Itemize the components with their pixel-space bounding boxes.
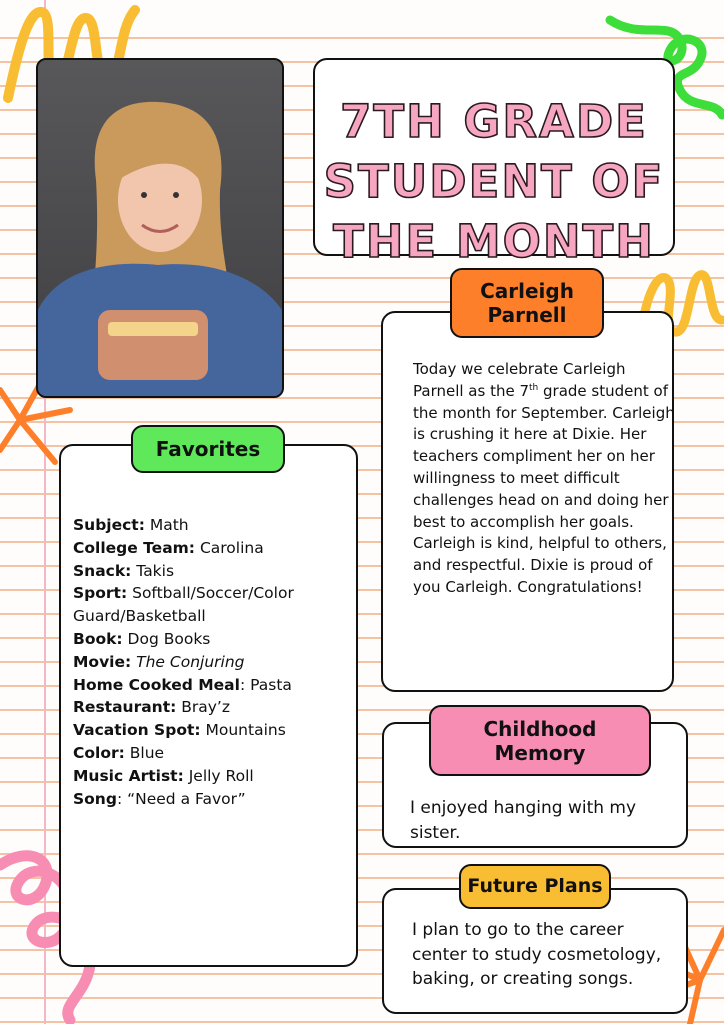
childhood-memory-heading (429, 705, 651, 776)
title-line-2: STUDENT OF (323, 155, 665, 208)
student-portrait-icon (38, 60, 282, 396)
title-line-1: 7TH GRADE (340, 95, 648, 148)
bio-card (381, 311, 674, 692)
childhood-memory-text: I enjoyed hanging with my sister. (410, 798, 637, 843)
title-card (313, 58, 675, 268)
bio-text (413, 359, 675, 599)
bio-superscript: th (529, 382, 539, 393)
student-first-name: Carleigh (480, 279, 574, 303)
childhood-heading-line-2: Memory (494, 740, 586, 765)
favorites-list (73, 514, 348, 810)
favorites-heading: Favorites (131, 425, 285, 473)
favorite-item-subject: Subject: Math (73, 516, 189, 534)
favorite-item-home-cooked-meal: Home Cooked Meal: Pasta (73, 675, 292, 694)
bio-text-part-1: Today we celebrate Carleigh Parnell as the 7 (413, 360, 626, 400)
bio-text-part-2: grade student of the month for September. Carleigh is crushing it here at Dixie. Her teachers compliment her on her willingness to meet difficult challenges head on and doing her best to accomplish her goals. Carleigh is kind, helpful to others, and respectful. Dixie is proud of you Carleigh. Congratulations! (413, 381, 675, 596)
favorite-item-movie: Movie: The Conjuring (73, 652, 245, 671)
favorites-card (59, 444, 358, 967)
favorite-item-college-team: College Team: Carolina (73, 538, 264, 557)
title-line-3: THE MONTH (333, 215, 655, 268)
favorite-item-color: Color: Blue (73, 743, 165, 762)
favorite-item-book: Book: Dog Books (73, 629, 211, 648)
future-plans-heading: Future Plans (459, 864, 611, 909)
favorite-item-snack: Snack: Takis (73, 561, 175, 580)
future-plans-text: I plan to go to the career center to study cosmetology, baking, or creating songs. (412, 920, 662, 989)
favorite-item-music-artist: Music Artist: Jelly Roll (73, 766, 254, 785)
page-title (315, 92, 673, 272)
student-name-tag (450, 268, 604, 338)
childhood-heading-line-1: Childhood (483, 716, 597, 741)
favorite-item-restaurant: Restaurant: Bray’z (73, 698, 230, 717)
favorite-item-sport: Sport: Softball/Soccer/Color Guard/Basketball (73, 584, 294, 626)
student-photo (36, 58, 284, 398)
favorite-item-song: Song: “Need a Favor” (73, 789, 246, 808)
favorite-item-vacation-spot: Vacation Spot: Mountains (73, 721, 286, 740)
student-last-name: Parnell (487, 303, 567, 327)
